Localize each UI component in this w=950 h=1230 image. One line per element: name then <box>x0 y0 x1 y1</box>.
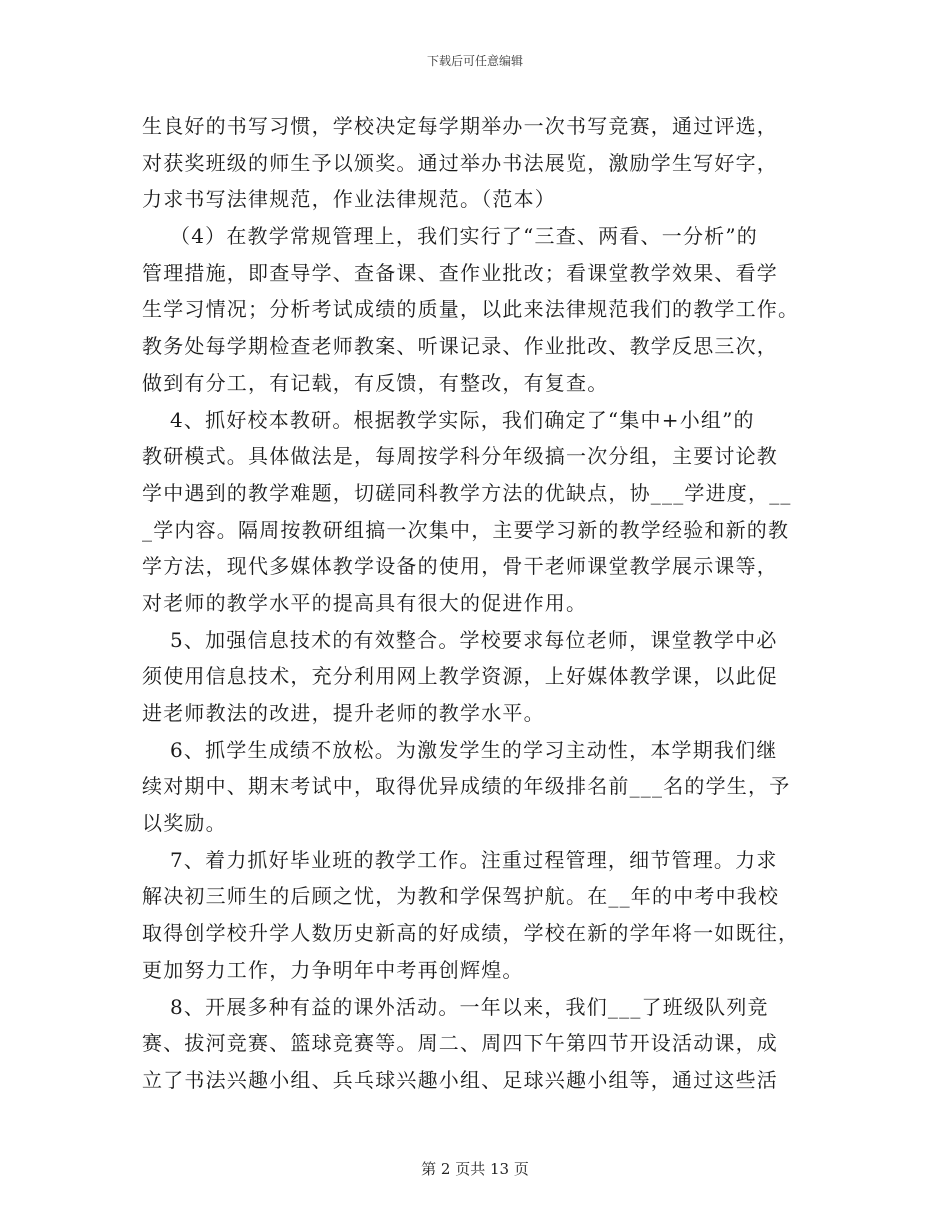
paragraph-start: 8、开展多种有益的课外活动。一年以来，我们___了班级队列竞 <box>170 994 769 1019</box>
text-line: 须使用信息技术，充分利用网上教学资源，上好媒体教学课，以此促 <box>142 664 778 689</box>
text-line: 对获奖班级的师生予以颁奖。通过举办书法展览，激励学生写好字， <box>142 150 778 175</box>
text-line: 力求书写法律规范，作业法律规范。（范本） <box>142 187 556 212</box>
text-line: 学中遇到的教学难题，切磋同科教学方法的优缺点，协___学进度，__ <box>142 480 792 505</box>
text-line: 做到有分工，有记载，有反馈，有整改，有复查。 <box>142 370 609 395</box>
text-line: 以奖励。 <box>142 811 227 836</box>
text-line: 生良好的书写习惯，学校决定每学期举办一次书写竞赛，通过评选， <box>142 114 778 138</box>
body-text <box>142 108 810 1099</box>
paragraph-start: 5、加强信息技术的有效整合。学校要求每位老师，课堂教学中必 <box>170 627 778 652</box>
text-line: 教务处每学期检查老师教案、听课记录、作业批改、教学反思三次， <box>142 334 778 359</box>
text-line: 学方法，现代多媒体教学设备的使用，骨干老师课堂教学展示课等， <box>142 554 778 579</box>
text-line: 生学习情况；分析考试成绩的质量，以此来法律规范我们的教学工作。 <box>142 297 800 322</box>
paragraph-start: 6、抓学生成绩不放松。为激发学生的学习主动性，本学期我们继 <box>170 737 778 762</box>
paragraph-start: 4、抓好校本教研。根据教学实际，我们确定了“集中+小组”的 <box>170 407 755 432</box>
text-line: 立了书法兴趣小组、兵乓球兴趣小组、足球兴趣小组等，通过这些活 <box>142 1067 778 1092</box>
text-line: 对老师的教学水平的提高具有很大的促进作用。 <box>142 590 588 615</box>
text-line: 进老师教法的改进，提升老师的教学水平。 <box>142 701 545 725</box>
paragraph-start: （4）在教学常规管理上，我们实行了“三查、两看、一分析”的 <box>170 224 758 249</box>
text-line: 解决初三师生的后顾之忧，为教和学保驾护航。在__年的中考中我校 <box>142 884 780 909</box>
page-header: 下载后可任意编辑 <box>426 54 523 68</box>
text-line: 取得创学校升学人数历史新高的好成绩，学校在新的学年将一如既往， <box>142 921 800 946</box>
text-line: 赛、拔河竞赛、篮球竞赛等。周二、周四下午第四节开设活动课，成 <box>142 1031 778 1056</box>
text-line: 续对期中、期末考试中，取得优异成绩的年级排名前___名的学生，予 <box>142 774 791 799</box>
paragraph-start: 7、着力抓好毕业班的教学工作。注重过程管理，细节管理。力求 <box>170 847 778 872</box>
page-footer: 第 2 页共 13 页 <box>421 1160 529 1178</box>
text-line: 管理措施，即查导学、查备课、查作业批改；看课堂教学效果、看学 <box>142 260 778 285</box>
text-line: 教研模式。具体做法是，每周按学科分年级搞一次分组，主要讨论教 <box>142 444 778 469</box>
text-line: 更加努力工作，力争明年中考再创辉煌。 <box>142 957 524 982</box>
text-line: _学内容。隔周按教研组搞一次集中，主要学习新的教学经验和新的教 <box>142 517 790 542</box>
